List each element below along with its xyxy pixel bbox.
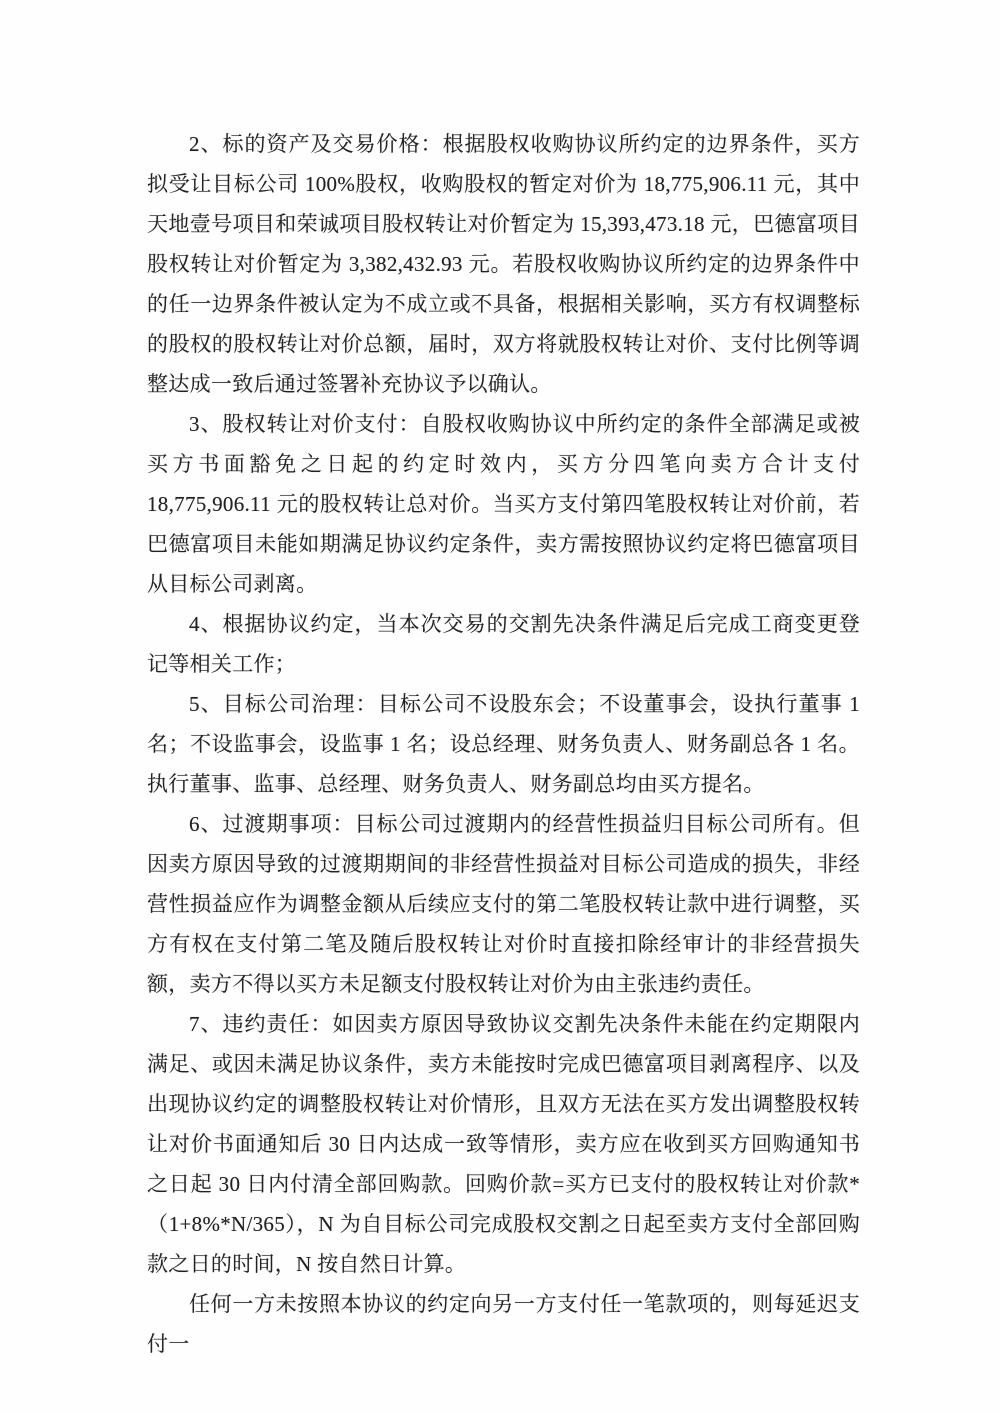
paragraph-item-7-breach-liability: 7、违约责任：如因卖方原因导致协议交割先决条件未能在约定期限内满足、或因未满足协议条件，卖方未能按时完成巴德富项目剥离程序、以及出现协议约定的调整股权转让对价情形，且双方无法在买方发出调整股权转让对价书面通知后 30 日内达成一致等情形，卖方应在收到买方回购通知书之日起 30 日内付清全部回购款。回购价款=买方已支付的股权转让对价款*（1+8%*N/365），N 为自目标公司完成股权交割之日起至卖方支付全部回购款之日的时间，N 按自然日计算。: [147, 1012, 860, 1276]
paragraph-item-5-governance: 5、目标公司治理：目标公司不设股东会；不设董事会，设执行董事 1 名；不设监事会，设监事 1 名；设总经理、财务负责人、财务副总各 1 名。执行董事、监事、总经理、财务负责人、财务副总均由买方提名。: [147, 692, 860, 796]
paragraph-item-6-transition-period: 6、过渡期事项：目标公司过渡期内的经营性损益归目标公司所有。但因卖方原因导致的过渡期期间的非经营性损益对目标公司造成的损失，非经营性损益应作为调整金额从后续应支付的第二笔股权转让款中进行调整，买方有权在支付第二笔及随后股权转让对价时直接扣除经审计的非经营损失额，卖方不得以买方未足额支付股权转让对价为由主张违约责任。: [147, 812, 860, 996]
document-text-block: [147, 124, 860, 1364]
paragraph-item-4-registration: 4、根据协议约定，当本次交易的交割先决条件满足后完成工商变更登记等相关工作；: [147, 612, 860, 676]
paragraph-item-2-asset-and-price: 2、标的资产及交易价格：根据股权收购协议所约定的边界条件，买方拟受让目标公司 100%股权，收购股权的暂定对价为 18,775,906.11 元，其中天地壹号项目和荣诚项目股权转让对价暂定为 15,393,473.18 元，巴德富项目股权转让对价暂定为 3,382,432.93 元。若股权收购协议所约定的边界条件中的任一边界条件被认定为不成立或不具备，根据相关影响，买方有权调整标的股权的股权转让对价总额，届时，双方将就股权转让对价、支付比例等调整达成一致后通过签署补充协议予以确认。: [147, 132, 860, 396]
paragraph-trailing: 任何一方未按照本协议的约定向另一方支付任一笔款项的，则每延迟支付一: [147, 1292, 860, 1356]
paragraph-item-3-payment: 3、股权转让对价支付：自股权收购协议中所约定的条件全部满足或被买方书面豁免之日起的约定时效内，买方分四笔向卖方合计支付 18,775,906.11 元的股权转让总对价。当买方支付第四笔股权转让对价前，若巴德富项目未能如期满足协议约定条件，卖方需按照协议约定将巴德富项目从目标公司剥离。: [147, 412, 860, 596]
